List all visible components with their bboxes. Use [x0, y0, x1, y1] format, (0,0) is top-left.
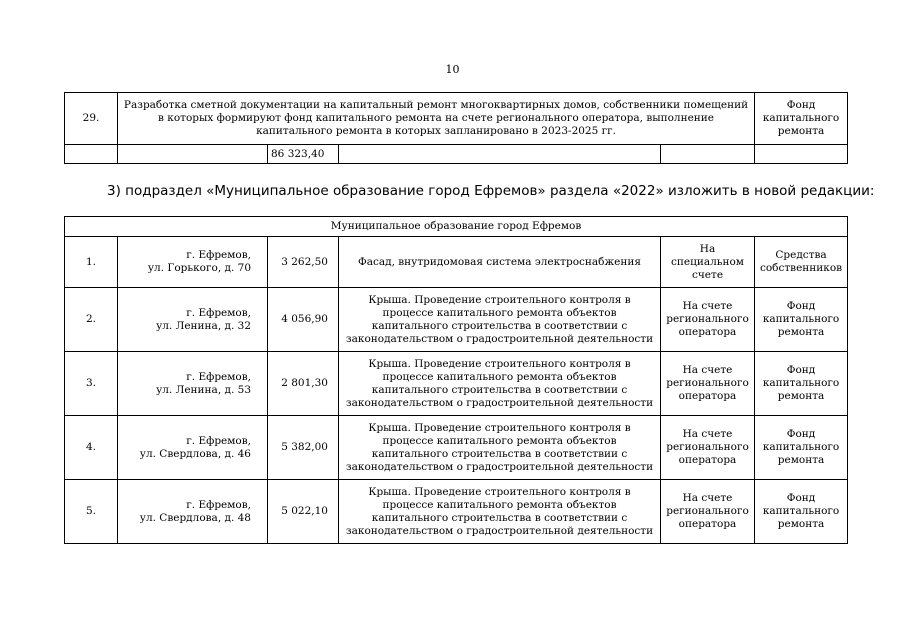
- account-type-cell: На счете регионального оператора: [661, 352, 755, 416]
- work-type-cell: Крыша. Проведение строительного контроля в процессе капитального ремонта объектов капитального строительства в соответствии с законодательством о градостроительной деятельности: [339, 288, 661, 352]
- row-number: 29.: [65, 93, 118, 145]
- address-city: г. Ефремов,: [186, 498, 251, 511]
- row-number: 1.: [65, 237, 118, 288]
- address-cell: [118, 352, 268, 416]
- address-street: ул. Свердлова, д. 46: [139, 447, 251, 460]
- row-number: 2.: [65, 288, 118, 352]
- table-header-row: [65, 217, 848, 237]
- table-row: [65, 237, 848, 288]
- address-cell: [118, 288, 268, 352]
- work-type-cell: Фасад, внутридомовая система электроснабжения: [339, 237, 661, 288]
- municipality-header: Муниципальное образование город Ефремов: [65, 217, 848, 237]
- sum-cell: 5 022,10: [268, 480, 339, 544]
- address-city: г. Ефремов,: [186, 370, 251, 383]
- account-type-cell: На счете регионального оператора: [661, 416, 755, 480]
- row-number: 3.: [65, 352, 118, 416]
- section-title: 3) подраздел «Муниципальное образование город Ефремов» раздела «2022» изложить в новой редакции:: [107, 183, 875, 199]
- table-row: [65, 93, 848, 145]
- table-continuation: [64, 92, 848, 164]
- funding-source-cell: Фонд капитального ремонта: [755, 416, 848, 480]
- address-cell: [118, 480, 268, 544]
- address-city: г. Ефремов,: [186, 434, 251, 447]
- address-street: ул. Ленина, д. 53: [156, 383, 251, 396]
- table-row: [65, 480, 848, 544]
- account-type-cell: На счете регионального оператора: [661, 288, 755, 352]
- table-row: [65, 288, 848, 352]
- table-row: [65, 352, 848, 416]
- account-type-cell: На счете регионального оператора: [661, 480, 755, 544]
- page-number: 10: [445, 63, 460, 76]
- empty-cell: [661, 145, 755, 164]
- funding-source: Фонд капитального ремонта: [755, 93, 848, 145]
- empty-cell: [755, 145, 848, 164]
- table-total-row: [65, 145, 848, 164]
- address-street: ул. Горького, д. 70: [147, 262, 251, 274]
- address-city: г. Ефремов,: [186, 306, 251, 319]
- funding-source-cell: Фонд капитального ремонта: [755, 480, 848, 544]
- sum-cell: 2 801,30: [268, 352, 339, 416]
- address-cell: [118, 237, 268, 288]
- empty-cell: [339, 145, 661, 164]
- funding-source-cell: Фонд капитального ремонта: [755, 352, 848, 416]
- address-street: ул. Свердлова, д. 48: [139, 511, 251, 524]
- row-number: 5.: [65, 480, 118, 544]
- funding-source-cell: Средства собственников: [755, 237, 848, 288]
- sum-cell: 5 382,00: [268, 416, 339, 480]
- work-description: Разработка сметной документации на капитальный ремонт многоквартирных домов, собственники помещений в которых формируют фонд капитального ремонта на счете регионального оператора, выполнение капитального ремонта в которых запланировано в 2023-2025 гг.: [118, 93, 755, 145]
- work-type-cell: Крыша. Проведение строительного контроля в процессе капитального ремонта объектов капитального строительства в соответствии с законодательством о градостроительной деятельности: [339, 416, 661, 480]
- address-city: г. Ефремов,: [186, 249, 251, 261]
- empty-cell: [65, 145, 118, 164]
- total-sum: 86 323,40: [268, 145, 339, 164]
- table-main: [64, 216, 848, 544]
- sum-cell: 4 056,90: [268, 288, 339, 352]
- row-number: 4.: [65, 416, 118, 480]
- work-type-cell: Крыша. Проведение строительного контроля в процессе капитального ремонта объектов капитального строительства в соответствии с законодательством о градостроительной деятельности: [339, 352, 661, 416]
- account-type-cell: На специальном счете: [661, 237, 755, 288]
- funding-source-cell: Фонд капитального ремонта: [755, 288, 848, 352]
- address-street: ул. Ленина, д. 32: [156, 319, 251, 332]
- empty-cell: [118, 145, 268, 164]
- sum-cell: 3 262,50: [268, 237, 339, 288]
- address-cell: [118, 416, 268, 480]
- work-type-cell: Крыша. Проведение строительного контроля в процессе капитального ремонта объектов капитального строительства в соответствии с законодательством о градостроительной деятельности: [339, 480, 661, 544]
- table-row: [65, 416, 848, 480]
